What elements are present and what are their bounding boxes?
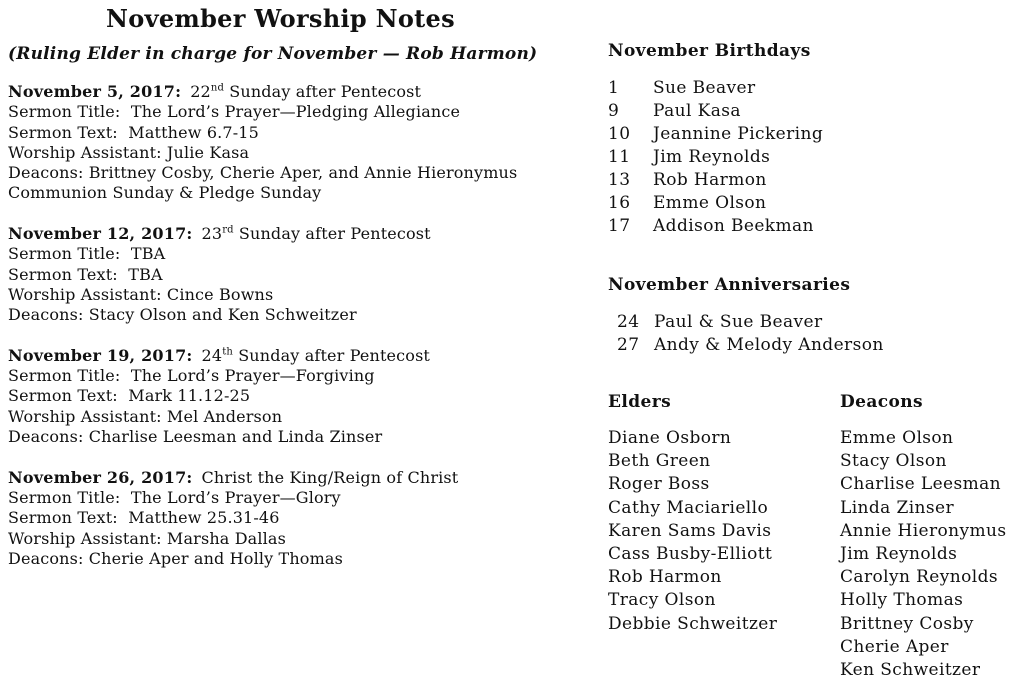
sermon-text-line: Sermon Text: Matthew 6.7-15 bbox=[8, 122, 259, 142]
birthday-name: Addison Beekman bbox=[653, 216, 814, 236]
birthday-day: 11 bbox=[608, 147, 631, 167]
birthday-day: 13 bbox=[608, 170, 631, 190]
service-description-text: Sunday after Pentecost bbox=[232, 345, 431, 365]
sermon-text-line: Sermon Text: Matthew 25.31-46 bbox=[8, 508, 280, 528]
rosters-column bbox=[608, 40, 1020, 682]
worship-assistant-line: Worship Assistant: Mel Anderson bbox=[8, 406, 283, 426]
anniversary-row bbox=[608, 334, 1020, 357]
birthday-day: 1 bbox=[608, 78, 620, 98]
anniversary-names: Paul & Sue Beaver bbox=[654, 312, 823, 332]
service-heading bbox=[8, 346, 553, 366]
worship-notes-column bbox=[8, 4, 553, 589]
birthday-day: 10 bbox=[608, 124, 631, 144]
deacon-name: Holly Thomas bbox=[840, 590, 964, 611]
service-block-nov-12 bbox=[8, 224, 553, 325]
deacons-line: Deacons: Cherie Aper and Holly Thomas bbox=[8, 548, 343, 568]
ordinal-suffix: rd bbox=[222, 224, 234, 236]
elder-name: Debbie Schweitzer bbox=[608, 613, 778, 634]
service-date: November 5, 2017: bbox=[8, 82, 182, 101]
elder-name: Cathy Maciariello bbox=[608, 497, 769, 518]
anniversaries-list bbox=[608, 311, 1020, 357]
service-heading bbox=[8, 468, 553, 488]
birthday-row bbox=[608, 77, 1020, 100]
birthday-name: Sue Beaver bbox=[653, 78, 756, 98]
deacon-name: Emme Olson bbox=[840, 428, 954, 448]
birthday-row bbox=[608, 100, 1020, 123]
elders-deacons-grid bbox=[608, 391, 1020, 682]
birthday-name: Jim Reynolds bbox=[653, 147, 771, 167]
deacon-name: Ken Schweitzer bbox=[840, 660, 981, 681]
birthday-row bbox=[608, 192, 1020, 215]
sermon-title-line: Sermon Title: The Lord’s Prayer—Pledging Allegiance bbox=[8, 102, 461, 122]
deacons-line: Deacons: Brittney Cosby, Cherie Aper, and Annie Hieronymus bbox=[8, 163, 518, 183]
worship-assistant-line: Worship Assistant: Cince Bowns bbox=[8, 284, 274, 304]
sermon-title-line: Sermon Title: TBA bbox=[8, 244, 166, 264]
worship-assistant-line: Worship Assistant: Julie Kasa bbox=[8, 142, 250, 162]
deacon-name: Linda Zinser bbox=[840, 497, 955, 518]
service-heading bbox=[8, 224, 553, 244]
service-description-text: Sunday after Pentecost bbox=[224, 82, 422, 101]
deacon-name: Cherie Aper bbox=[840, 636, 949, 657]
birthdays-list bbox=[608, 77, 1020, 238]
elder-name: Cass Busby-Elliott bbox=[608, 544, 773, 565]
note-line: Communion Sunday & Pledge Sunday bbox=[8, 183, 322, 203]
deacons-heading: Deacons bbox=[840, 392, 923, 412]
service-block-nov-5 bbox=[8, 82, 553, 204]
service-date: November 12, 2017: bbox=[8, 224, 193, 244]
elders-list bbox=[608, 427, 840, 636]
deacon-name: Carolyn Reynolds bbox=[840, 567, 998, 588]
ordinal-suffix: nd bbox=[210, 82, 225, 94]
birthday-name: Rob Harmon bbox=[653, 170, 767, 190]
sermon-title-line: Sermon Title: The Lord’s Prayer—Glory bbox=[8, 487, 341, 507]
deacons-line: Deacons: Charlise Leesman and Linda Zinser bbox=[8, 427, 383, 447]
elders-heading: Elders bbox=[608, 392, 672, 412]
elder-name: Karen Sams Davis bbox=[608, 520, 772, 541]
anniversary-day: 27 bbox=[617, 335, 640, 355]
deacon-name: Annie Hieronymus bbox=[840, 520, 1007, 541]
birthday-row bbox=[608, 146, 1020, 169]
deacon-name: Stacy Olson bbox=[840, 451, 947, 472]
service-block-nov-26 bbox=[8, 468, 553, 569]
anniversary-names: Andy & Melody Anderson bbox=[654, 335, 884, 355]
service-description bbox=[202, 346, 431, 365]
elder-name: Roger Boss bbox=[608, 474, 710, 495]
elder-name: Diane Osborn bbox=[608, 428, 732, 448]
service-date: November 19, 2017: bbox=[8, 345, 193, 365]
elder-name: Beth Green bbox=[608, 451, 711, 472]
sermon-text-line: Sermon Text: Mark 11.12-25 bbox=[8, 386, 251, 406]
birthday-name: Jeannine Pickering bbox=[653, 124, 824, 144]
birthday-day: 9 bbox=[608, 101, 620, 121]
service-description bbox=[202, 468, 459, 487]
birthday-row bbox=[608, 215, 1020, 238]
service-heading bbox=[8, 82, 553, 102]
ordinal-number: 23 bbox=[201, 224, 223, 244]
birthday-day: 16 bbox=[608, 193, 631, 213]
deacons-line: Deacons: Stacy Olson and Ken Schweitzer bbox=[8, 305, 357, 325]
anniversary-row bbox=[608, 311, 1020, 334]
worship-assistant-line: Worship Assistant: Marsha Dallas bbox=[8, 528, 286, 548]
service-list bbox=[8, 82, 553, 569]
service-description-text: Christ the King/Reign of Christ bbox=[201, 467, 459, 487]
deacons-section bbox=[840, 391, 1020, 682]
anniversary-day: 24 bbox=[617, 312, 640, 332]
elder-name: Tracy Olson bbox=[608, 590, 716, 611]
ordinal-number: 22 bbox=[190, 82, 211, 101]
service-description bbox=[190, 82, 421, 101]
service-block-nov-19 bbox=[8, 346, 553, 447]
birthday-day: 17 bbox=[608, 216, 631, 236]
elders-section bbox=[608, 391, 840, 682]
sermon-text-line: Sermon Text: TBA bbox=[8, 264, 163, 284]
birthday-name: Emme Olson bbox=[653, 193, 767, 213]
ruling-elder-subtitle: (Ruling Elder in charge for November — Rob Harmon) bbox=[8, 44, 538, 64]
elder-name: Rob Harmon bbox=[608, 567, 722, 588]
anniversaries-heading: November Anniversaries bbox=[608, 275, 851, 295]
deacon-name: Jim Reynolds bbox=[840, 544, 958, 565]
anniversaries-section bbox=[608, 274, 1020, 357]
page-title: November Worship Notes bbox=[106, 4, 455, 33]
service-description bbox=[202, 224, 431, 243]
birthday-name: Paul Kasa bbox=[653, 101, 741, 121]
deacon-name: Charlise Leesman bbox=[840, 474, 1002, 495]
birthdays-heading: November Birthdays bbox=[608, 41, 811, 61]
birthday-row bbox=[608, 169, 1020, 192]
service-date: November 26, 2017: bbox=[8, 467, 193, 487]
ordinal-number: 24 bbox=[201, 345, 223, 365]
ordinal-suffix: th bbox=[222, 346, 233, 358]
deacons-list bbox=[840, 427, 1020, 682]
birthday-row bbox=[608, 123, 1020, 146]
deacon-name: Brittney Cosby bbox=[840, 613, 974, 634]
service-description-text: Sunday after Pentecost bbox=[233, 224, 431, 244]
sermon-title-line: Sermon Title: The Lord’s Prayer—Forgiving bbox=[8, 366, 375, 386]
